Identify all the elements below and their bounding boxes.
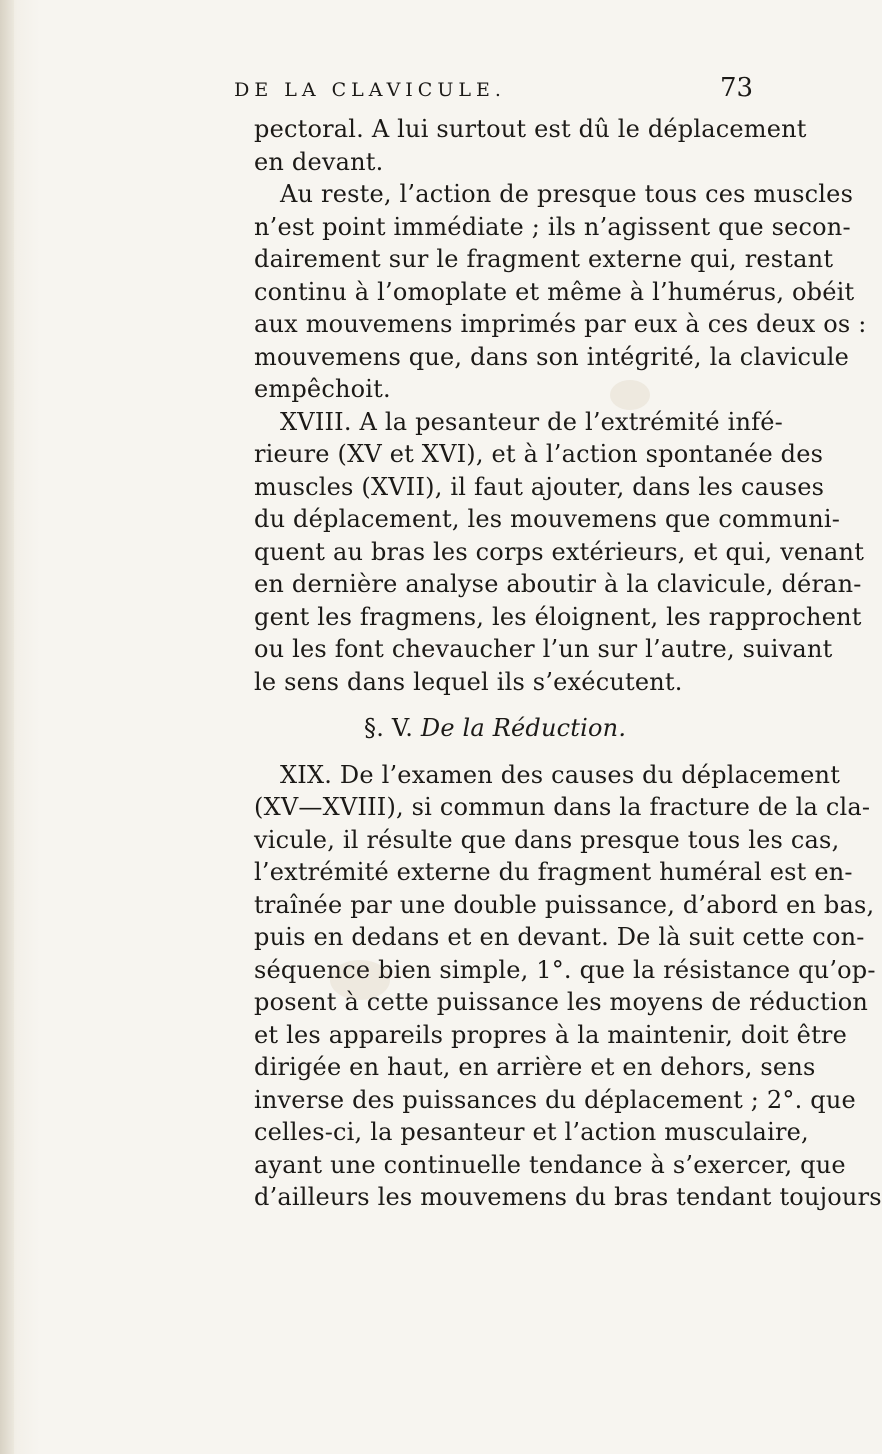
text-line: dairement sur le fragment externe qui, restant <box>254 245 834 273</box>
text-line: le sens dans lequel ils s’exécutent. <box>254 667 683 696</box>
text-line: inverse des puissances du déplacement ; 2°. que <box>254 1085 856 1114</box>
text-line: l’extrémité externe du fragment huméral est en- <box>254 858 853 886</box>
page-header <box>0 73 800 107</box>
page-number: 73 <box>720 73 754 103</box>
text-line: pectoral. A lui surtout est dû le déplacement <box>254 115 807 143</box>
body-text <box>254 113 882 1214</box>
text-line: ayant une continuelle tendance à s’exercer, que <box>254 1150 846 1179</box>
section-title: De la Réduction. <box>420 714 627 742</box>
binding-edge <box>0 0 14 1454</box>
text-line: aux mouvemens imprimés par eux à ces deux os : <box>254 310 867 338</box>
running-title: DE LA CLAVICULE. <box>234 79 506 101</box>
text-line: quent au bras les corps extérieurs, et qui, venant <box>254 537 865 566</box>
text-line: traînée par une double puissance, d’abord en bas, <box>254 890 875 919</box>
text-line: ou les font chevaucher l’un sur l’autre, suivant <box>254 635 833 663</box>
text-line: continu à l’omoplate et même à l’humérus, obéit <box>254 277 855 306</box>
text-line: n’est point immédiate ; ils n’agissent que secon- <box>254 212 851 241</box>
text-line: du déplacement, les mouvemens que communi- <box>254 505 841 533</box>
text-line: et les appareils propres à la maintenir, doit être <box>254 1020 847 1049</box>
text-line: empêchoit. <box>254 375 391 403</box>
text-line: séquence bien simple, 1°. que la résistance qu’op- <box>254 955 876 984</box>
text-line: XIX. De l’examen des causes du déplacement <box>280 760 841 789</box>
text-line: d’ailleurs les mouvemens du bras tendant toujours <box>254 1183 882 1211</box>
section-heading <box>254 712 854 745</box>
text-line: rieure (XV et XVI), et à l’action spontanée des <box>254 440 824 468</box>
text-line: en devant. <box>254 147 384 176</box>
text-line: (XV—XVIII), si commun dans la fracture de la cla- <box>254 793 871 821</box>
text-line: vicule, il résulte que dans presque tous les cas, <box>254 825 840 854</box>
text-line: mouvemens que, dans son intégrité, la clavicule <box>254 342 850 371</box>
text-line: dirigée en haut, en arrière et en dehors, sens <box>254 1053 816 1081</box>
text-line: puis en dedans et en devant. De là suit cette con- <box>254 923 865 951</box>
text-line: XVIII. A la pesanteur de l’extrémité infé- <box>280 407 783 436</box>
text-line: Au reste, l’action de presque tous ces muscles <box>280 180 854 208</box>
text-line: muscles (XVII), il faut ajouter, dans les causes <box>254 472 825 501</box>
text-line: gent les fragmens, les éloignent, les rapprochent <box>254 602 862 631</box>
section-number: §. V. <box>364 714 414 742</box>
text-line: posent à cette puissance les moyens de réduction <box>254 988 869 1016</box>
text-line: en dernière analyse aboutir à la clavicule, déran- <box>254 570 862 598</box>
text-line: celles-ci, la pesanteur et l’action musculaire, <box>254 1118 809 1146</box>
